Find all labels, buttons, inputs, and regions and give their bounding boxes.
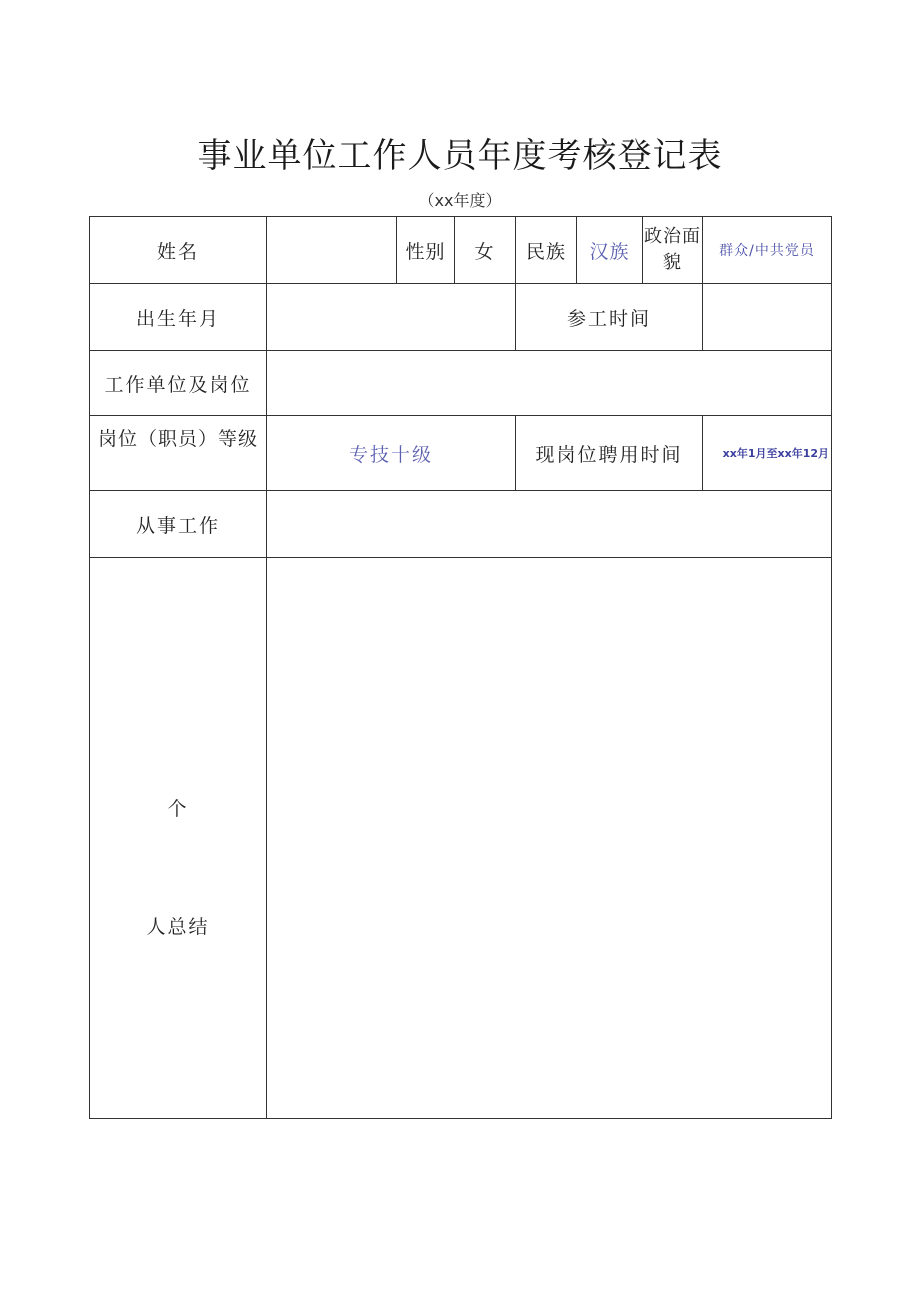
name-field[interactable]	[267, 217, 397, 284]
row-birth	[90, 284, 832, 351]
hire-time-field[interactable]: xx年1月至xx年12月	[703, 416, 832, 491]
form-year: （xx年度）	[418, 191, 502, 210]
unit-label: 工作单位及岗位	[90, 351, 267, 416]
row-name	[90, 217, 832, 284]
grade-field[interactable]: 专技十级	[267, 416, 516, 491]
row-summary	[90, 558, 832, 1119]
gender-field[interactable]: 女	[455, 217, 516, 284]
work-label: 从事工作	[90, 491, 267, 558]
summary-field[interactable]	[267, 558, 832, 1119]
work-start-label: 参工时间	[516, 284, 703, 351]
birth-label: 出生年月	[90, 284, 267, 351]
grade-label: 岗位（职员）等级	[90, 416, 267, 491]
gender-label: 性别	[397, 217, 455, 284]
assessment-form-table	[89, 216, 832, 1119]
summary-label-part-2: 人总结	[146, 916, 210, 938]
row-work	[90, 491, 832, 558]
ethnicity-field[interactable]: 汉族	[577, 217, 643, 284]
name-label: 姓名	[90, 217, 267, 284]
summary-label	[90, 558, 267, 1119]
unit-field[interactable]	[267, 351, 832, 416]
row-grade	[90, 416, 832, 491]
political-label: 政治面貌	[643, 217, 703, 284]
birth-field[interactable]	[267, 284, 516, 351]
ethnicity-label: 民族	[516, 217, 577, 284]
summary-label-part-1: 个	[167, 798, 189, 820]
form-title: 事业单位工作人员年度考核登记表	[197, 136, 723, 176]
work-field[interactable]	[267, 491, 832, 558]
political-field[interactable]: 群众/中共党员	[703, 217, 832, 284]
row-unit	[90, 351, 832, 416]
hire-time-label: 现岗位聘用时间	[516, 416, 703, 491]
work-start-field[interactable]	[703, 284, 832, 351]
